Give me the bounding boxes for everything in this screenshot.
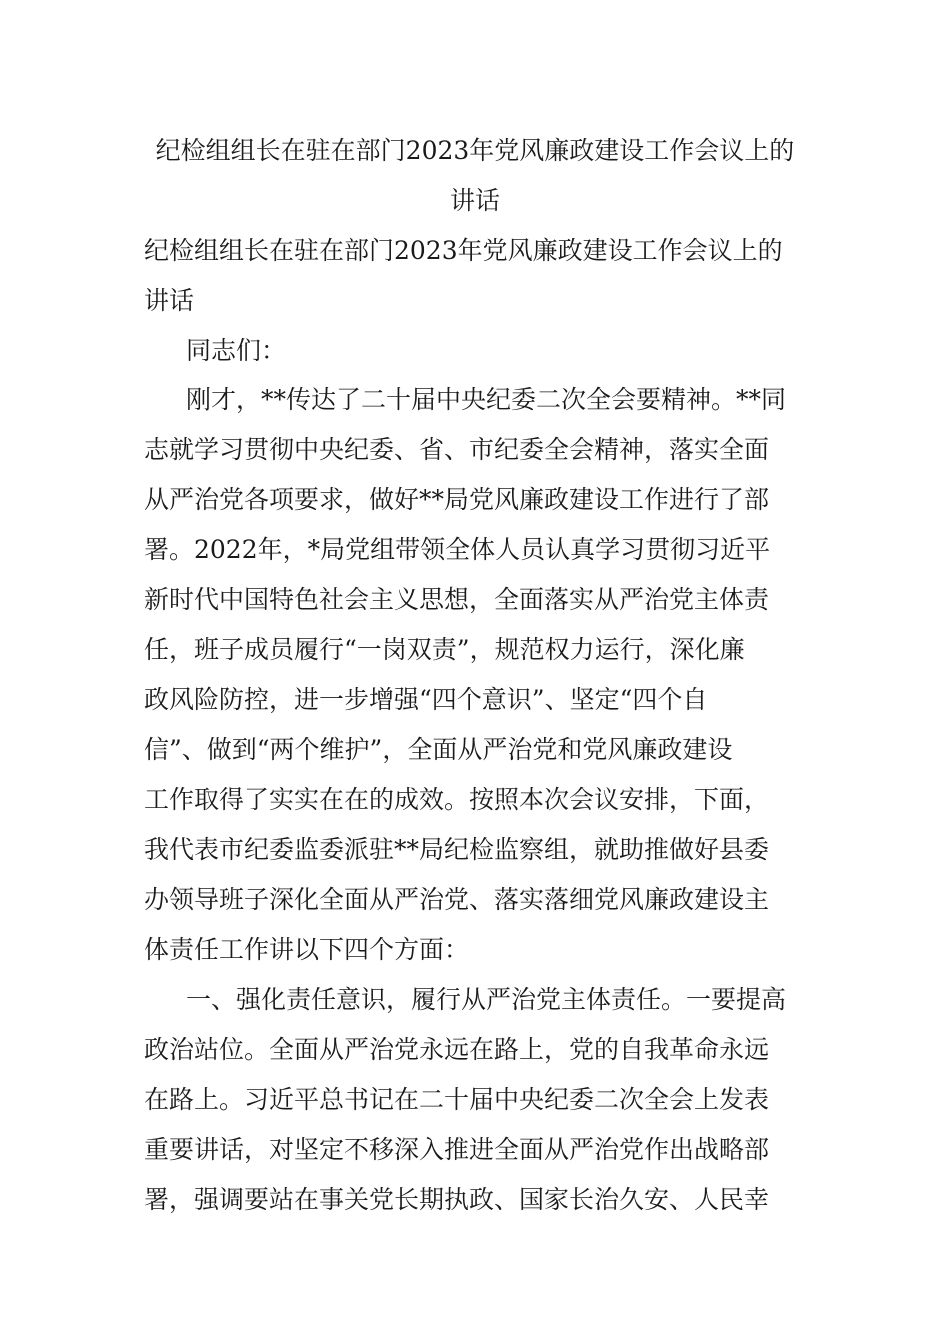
paragraph-1-line: 体责任工作讲以下四个方面： (144, 935, 470, 964)
paragraph-1-line: 办领导班子深化全面从严治党、落实落细党风廉政建设主 (144, 885, 770, 914)
paragraph-1-line: 政风险防控，进一步增强“四个意识”、坚定“四个自 (144, 685, 708, 714)
paragraph-1-line: 署。2022年，*局党组带领全体人员认真学习贯彻习近平 (144, 535, 771, 564)
paragraph-2-line: 政治站位。全面从严治党永远在路上，党的自我革命永远 (144, 1035, 770, 1064)
paragraph-1-line: 刚才，**传达了二十届中央纪委二次全会要精神。**同 (186, 385, 787, 414)
document-title-line-2: 讲话 (449, 186, 500, 215)
paragraph-1-line: 从严治党各项要求，做好**局党风廉政建设工作进行了部 (144, 485, 770, 514)
paragraph-1-line: 我代表市纪委监委派驻**局纪检监察组，就助推做好县委 (144, 835, 770, 864)
document-subtitle-line-2: 讲话 (144, 286, 195, 315)
paragraph-1-line: 任，班子成员履行“一岗双责”，规范权力运行，深化廉 (144, 635, 745, 664)
salutation: 同志们： (186, 336, 287, 365)
paragraph-2-line: 重要讲话，对坚定不移深入推进全面从严治党作出战略部 (144, 1135, 770, 1164)
document-subtitle-line-1: 纪检组组长在驻在部门2023年党风廉政建设工作会议上的 (144, 236, 783, 265)
paragraph-1-line: 信”、做到“两个维护”，全面从严治党和党风廉政建设 (144, 735, 733, 764)
paragraph-1-line: 工作取得了实实在在的成效。按照本次会议安排，下面， (144, 785, 770, 814)
paragraph-2-line: 一、强化责任意识，履行从严治党主体责任。一要提高 (186, 985, 787, 1014)
paragraph-2-line: 署，强调要站在事关党长期执政、国家长治久安、人民幸 (144, 1185, 770, 1214)
paragraph-1-line: 新时代中国特色社会主义思想，全面落实从严治党主体责 (144, 585, 770, 614)
paragraph-2-line: 在路上。习近平总书记在二十届中央纪委二次全会上发表 (144, 1085, 770, 1114)
paragraph-1-line: 志就学习贯彻中央纪委、省、市纪委全会精神，落实全面 (144, 435, 770, 464)
document-title-line-1: 纪检组组长在驻在部门2023年党风廉政建设工作会议上的 (155, 136, 795, 165)
